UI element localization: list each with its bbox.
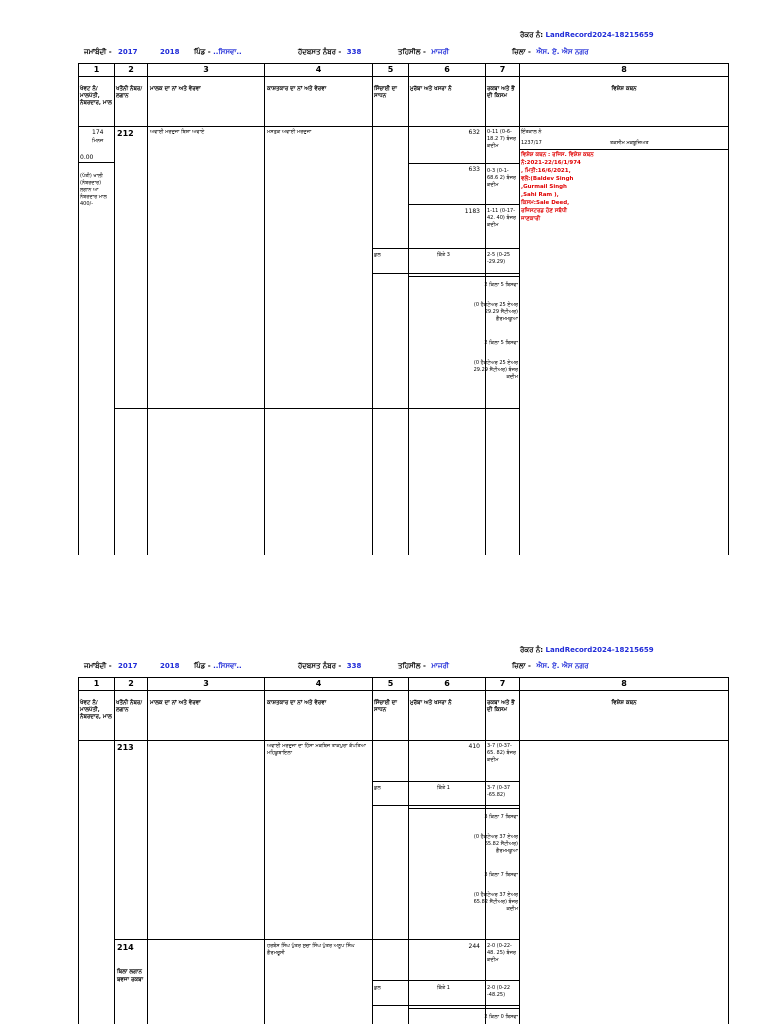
total-label: ਕੁਲ — [374, 252, 381, 258]
remark-intkal: 1237/17 — [521, 140, 542, 146]
khewat-sub: ਮਿਨਜ — [92, 138, 104, 144]
col-head-khatoni: ਖਤੌਨੀ ਨੰਬਰ/ ਲਗਾਨ — [116, 86, 143, 99]
col-head-irrigation: ਸਿੰਚਾਈ ਦਾ ਸਾਧਨ — [374, 700, 397, 713]
khewat-number: 174 — [92, 129, 104, 136]
header-village: ਪਿੰਡ - ..ਸਿਸਵਾ.. — [194, 48, 242, 56]
khasra-number: 633 — [468, 166, 480, 173]
record-number: ਰੋਕਰ ਨੰ: LandRecord2024-18215659 — [520, 31, 654, 39]
total-count: ਕਿੱਤੇ 1 — [437, 985, 450, 991]
summary-line: 3 ਕਿਲਾ 7 ਬਿਸਵਾ — [484, 814, 518, 820]
khasra-area: 0-11 (0-6-18.2 7) ਬੰਜਰ ਕਦੀਮ — [487, 129, 516, 149]
header-hadbast: ਹੱਦਬਸਤ ਨੰਬਰ - 338 — [298, 662, 362, 670]
col-head-owner: ਮਾਲਕ ਦਾ ਨਾਂ ਅਤੇ ਵੇਰਵਾ — [150, 700, 201, 706]
header-jamabandi: ਜਮਾਂਬੰਦੀ - 2017 — [84, 48, 138, 56]
total-area: 3-7 (0-37 -65.82) — [487, 785, 511, 798]
col-head-remarks: ਵਿਸ਼ੇਸ਼ ਕਥਨ — [611, 700, 637, 706]
col-head-area: ਰਕਬਾ ਅਤੇ ਭੌਂ ਦੀ ਕਿਸਮ — [487, 700, 515, 713]
total-label: ਕੁਲ — [374, 985, 381, 991]
summary-line: (0 ਹੈਕਟੇਅਰ 37 ਏਅਰ 65.82 ਸੈਂਟੀਅਰ) ਗੈਰਮਮਕੂਆ — [473, 834, 518, 854]
total-label: ਕੁਲ — [374, 785, 381, 791]
khewat-note: (ਪੱਤੀ) ਖਾਲੀ (ਨੰਬਰਦਾਰ) ਲਗਾਨ ਆ ਨੰਬਰਦਾਰ ਮਾਲ 400/- — [80, 173, 107, 207]
col-head-cultivator: ਕਾਸ਼ਤਕਾਰ ਦਾ ਨਾਂ ਅਤੇ ਵੇਰਵਾ — [267, 700, 327, 706]
col-head-khasra: ਮੁਰੱਬਾ ਅਤੇ ਖਸਰਾ ਨੰ — [410, 86, 452, 92]
cultivator-name: ਮਸਤੁਕ ਅਵਾਈ ਮਰਦੁਜਾ — [267, 129, 312, 135]
col-head-khewat: ਖੇਵਟ ਨੰ/ ਮਾਲਪੱਤੀ, ਨੰਬਰਦਾਰ, ਮਾਲ — [80, 86, 112, 106]
khatoni-number: 214 — [117, 943, 134, 952]
summary-line: 2 ਕਿਲਾ 5 ਬਿਸਵਾ — [484, 340, 518, 346]
total-count: ਕਿੱਤੇ 3 — [437, 252, 450, 258]
owner-name: ਅਵਾਈ ਮਰਦੁਜਾ ਬਿਸ਼ਾ ਅਵਾਏ — [150, 129, 205, 135]
remark-intkal-note: ਤਕਸੀਮ ਮਕਬੂਜ਼ਿਅਤ — [610, 140, 649, 146]
header-year2: 2018 — [160, 662, 180, 670]
col-head-khasra: ਮੁਰੱਬਾ ਅਤੇ ਖਸਰਾ ਨੰ — [410, 700, 452, 706]
khasra-area: 0-3 (0-1-68.6 2) ਬੰਜਰ ਕਦੀਮ — [487, 168, 516, 188]
header-year2: 2018 — [160, 48, 180, 56]
col-head-owner: ਮਾਲਕ ਦਾ ਨਾਂ ਅਤੇ ਵੇਰਵਾ — [150, 86, 201, 92]
header-jamabandi: ਜਮਾਂਬੰਦੀ - 2017 — [84, 662, 138, 670]
cultivator-name: ਹਰਬੰਸ ਸਿੰਘ ਪੁੱਤਰ ਸੁਚਾ ਸਿੰਘ ਪੁੱਤਰ ਅਨੂਪ ਸਿੰਘ ਗੈਰਮਰੂਸੀ — [267, 943, 355, 956]
summary-line: (0 ਹੈਕਟੇਅਰ 25 ਏਅਰ 29.29 ਸੈਂਟੀਅਰ) ਗੈਰਮਮਕੂਆ — [473, 302, 518, 322]
header-district: ਜ਼ਿਲਾ - ਐਸ. ਏ. ਐਸ ਨਗਰ — [512, 662, 589, 670]
remark-intkal-label: ਇੰਤਕਾਲ ਨੰ — [521, 129, 542, 135]
khasra-number: 410 — [468, 743, 480, 750]
header-tehsil: ਤਹਿਸੀਲ - ਮਾਜਰੀ — [398, 48, 449, 56]
total-count: ਕਿੱਤੇ 1 — [437, 785, 450, 791]
summary-line: 2 ਕਿਲਾ 0 ਬਿਸਵਾ — [484, 1014, 518, 1020]
khasra-number: 632 — [468, 129, 480, 136]
khasra-number: 244 — [468, 943, 480, 950]
cultivator-name: ਅਵਾਈ ਮਰਦੁਜਾ ਦਾ ਹਿੱਸਾ ਮਕਬਿਜ ਤਾਕਪੁਰਾ ਕੱਪਤਿਆ ਮਹਿਕੂਬਾਇਲਾ — [267, 743, 366, 756]
remark-special: ਵਿਸ਼ੇਸ਼ ਕਥਨ : ਰਜਿਸ. ਵਿਸ਼ੇਸ਼ ਕਥਨ ਨੰ:2021-22/16/1/974 , ਮਿਤੀ:16/6/2021, ਵਲੋਂ:(Baldev Singh ,Gurmail Singh ,Sahi Ram ), ਕਿਸਮ:Sale Deed, ਰਜਿਸਟਰਡ ਹੋਣ ਸਬੰਧੀ ਜਾਣਕਾਰੀ — [521, 152, 594, 222]
col-head-irrigation: ਸਿੰਚਾਈ ਦਾ ਸਾਧਨ — [374, 86, 397, 99]
khewat-amount: 0.00 — [80, 154, 94, 161]
record-number: ਰੋਕਰ ਨੰ: LandRecord2024-18215659 — [520, 646, 654, 654]
header-district: ਜ਼ਿਲਾ - ਐਸ. ਏ. ਐਸ ਨਗਰ — [512, 48, 589, 56]
khasra-area: 3-7 (0-37-65. 82) ਬੰਜਰ ਕਦੀਮ — [487, 743, 516, 763]
col-head-cultivator: ਕਾਸ਼ਤਕਾਰ ਦਾ ਨਾਂ ਅਤੇ ਵੇਰਵਾ — [267, 86, 327, 92]
header-hadbast: ਹੱਦਬਸਤ ਨੰਬਰ - 338 — [298, 48, 362, 56]
khatoni-number: 212 — [117, 129, 134, 138]
header-tehsil: ਤਹਿਸੀਲ - ਮਾਜਰੀ — [398, 662, 449, 670]
summary-line: 3 ਕਿਲਾ 7 ਬਿਸਵਾ — [484, 872, 518, 878]
khasra-number: 1183 — [464, 208, 480, 215]
khatoni-note: ਬਿਲਾ ਲਗਾਨ ਬਵਜਾ ਰਕਬਾ — [117, 969, 144, 983]
col-head-khewat: ਖੇਵਟ ਨੰ/ ਮਾਲਪੱਤੀ, ਨੰਬਰਦਾਰ, ਮਾਲ — [80, 700, 112, 720]
col-head-remarks: ਵਿਸ਼ੇਸ਼ ਕਥਨ — [611, 86, 637, 92]
summary-line: 2 ਕਿਲਾ 5 ਬਿਸਵਾ — [484, 282, 518, 288]
col-head-khatoni: ਖਤੌਨੀ ਨੰਬਰ/ ਲਗਾਨ — [116, 700, 143, 713]
khasra-area: 1-11 (0-17-42. 40) ਬੰਜਰ ਕਦੀਮ — [487, 208, 516, 228]
khatoni-number: 213 — [117, 743, 134, 752]
summary-line: (0 ਹੈਕਟੇਅਰ 25 ਏਅਰ 29.29 ਸੈਂਟੀਅਰ) ਬੰਜਰ ਕਦੀਮ — [473, 360, 518, 380]
total-area: 2-0 (0-22 -48.25) — [487, 985, 511, 998]
total-area: 2-5 (0-25 -29.29) — [487, 252, 511, 265]
header-village: ਪਿੰਡ - ..ਸਿਸਵਾ.. — [194, 662, 242, 670]
khasra-area: 2-0 (0-22-48. 25) ਬੰਜਰ ਕਦੀਮ — [487, 943, 516, 963]
col-head-area: ਰਕਬਾ ਅਤੇ ਭੌਂ ਦੀ ਕਿਸਮ — [487, 86, 515, 99]
summary-line: (0 ਹੈਕਟੇਅਰ 37 ਏਅਰ 65.82 ਸੈਂਟੀਅਰ) ਬੰਜਰ ਕਦੀਮ — [473, 892, 518, 912]
